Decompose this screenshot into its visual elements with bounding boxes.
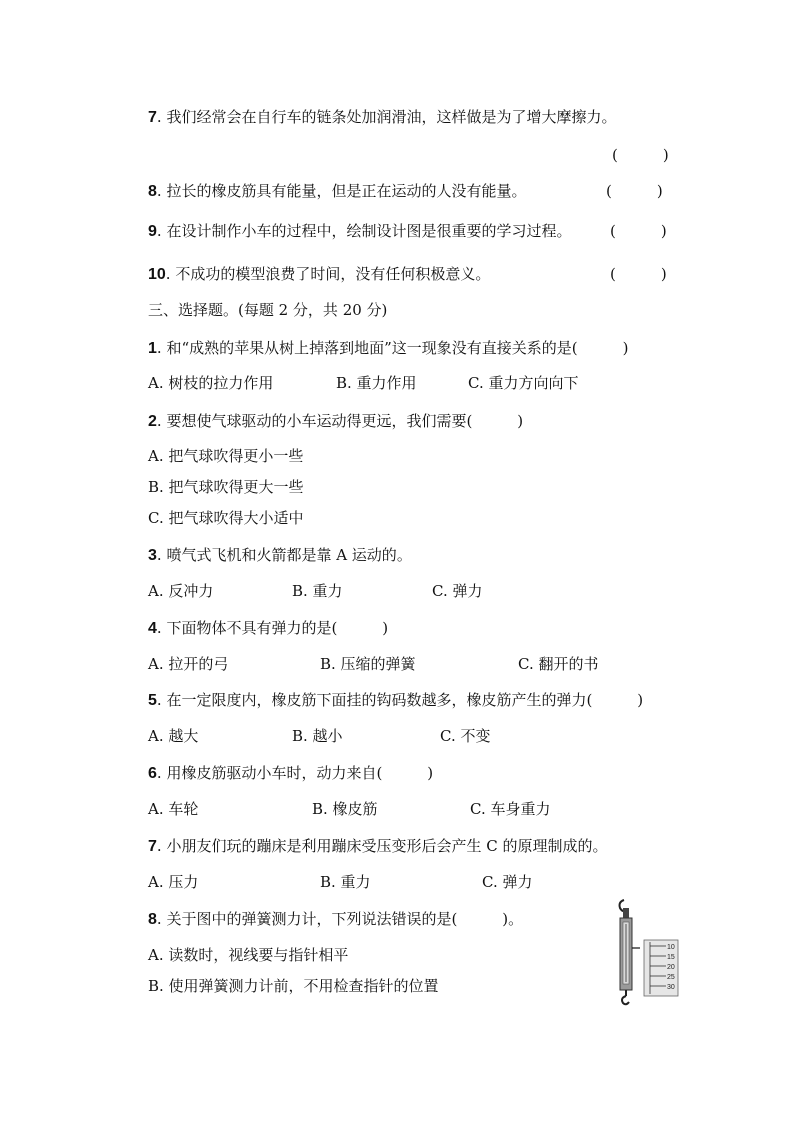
option-c[interactable]: C. 车身重力 xyxy=(470,800,551,818)
question-number: 10 xyxy=(148,266,166,283)
question-text: . 小朋友们玩的蹦床是利用蹦床受压变形后会产生 C 的原理制成的。 xyxy=(156,837,608,855)
option-a[interactable]: A. 车轮 xyxy=(148,800,199,818)
choice-question-6 xyxy=(148,763,433,784)
bottom-hook xyxy=(622,996,629,1004)
question-number: 4 xyxy=(148,620,157,637)
question-text: . 要想使气球驱动的小车运动得更远，我们需要( ) xyxy=(156,412,524,430)
answer-blank[interactable]: ( ) xyxy=(606,182,663,200)
choice-question-5 xyxy=(148,690,643,711)
question-number: 5 xyxy=(148,692,157,709)
option-c[interactable]: C. 不变 xyxy=(440,727,491,745)
question-number: 7 xyxy=(148,109,157,126)
option-a[interactable]: A. 反冲力 xyxy=(148,582,214,600)
option-b[interactable]: B. 重力 xyxy=(320,873,371,891)
answer-blank[interactable]: ( ) xyxy=(610,265,667,283)
tick-label: 20 xyxy=(667,964,675,971)
choice-question-7 xyxy=(148,836,607,857)
choice-question-8 xyxy=(148,909,523,930)
choice-question-3 xyxy=(148,545,412,566)
option-a[interactable]: A. 把气球吹得更小一些 xyxy=(148,447,304,465)
question-text: . 在一定限度内，橡皮筋下面挂的钩码数越多，橡皮筋产生的弹力( ) xyxy=(156,691,644,709)
option-c[interactable]: C. 重力方向向下 xyxy=(468,374,579,392)
question-text: . 下面物体不具有弹力的是( ) xyxy=(156,619,389,637)
option-c[interactable]: C. 弹力 xyxy=(482,873,533,891)
question-text: . 喷气式飞机和火箭都是靠 A 运动的。 xyxy=(156,546,412,564)
option-b[interactable]: B. 压缩的弹簧 xyxy=(320,655,416,673)
tick-label: 30 xyxy=(667,984,675,991)
option-b[interactable]: B. 重力 xyxy=(292,582,343,600)
option-b[interactable]: B. 越小 xyxy=(292,727,343,745)
question-text: . 拉长的橡皮筋具有能量，但是正在运动的人没有能量。 xyxy=(156,182,527,200)
question-number: 9 xyxy=(148,223,157,240)
question-number: 6 xyxy=(148,765,157,782)
judge-question-8 xyxy=(148,181,526,202)
question-text: . 和“成熟的苹果从树上掉落到地面”这一现象没有直接关系的是( ) xyxy=(156,339,629,357)
option-c[interactable]: C. 把气球吹得大小适中 xyxy=(148,509,304,527)
option-b[interactable]: B. 橡皮筋 xyxy=(312,800,378,818)
option-a[interactable]: A. 树枝的拉力作用 xyxy=(148,374,274,392)
option-a[interactable]: A. 拉开的弓 xyxy=(148,655,229,673)
question-text: . 不成功的模型浪费了时间，没有任何积极意义。 xyxy=(165,265,491,283)
option-a[interactable]: A. 读数时，视线要与指针相平 xyxy=(148,946,349,964)
question-text: . 在设计制作小车的过程中，绘制设计图是很重要的学习过程。 xyxy=(156,222,572,240)
question-number: 1 xyxy=(148,340,157,357)
question-number: 8 xyxy=(148,183,157,200)
option-a[interactable]: A. 越大 xyxy=(148,727,199,745)
question-number: 3 xyxy=(148,547,157,564)
tick-label: 10 xyxy=(667,944,675,951)
option-b[interactable]: B. 使用弹簧测力计前，不用检查指针的位置 xyxy=(148,977,439,995)
option-c[interactable]: C. 翻开的书 xyxy=(518,655,599,673)
question-text: . 用橡皮筋驱动小车时，动力来自( ) xyxy=(156,764,434,782)
answer-blank[interactable]: ( ) xyxy=(612,146,669,164)
judge-question-10 xyxy=(148,264,490,285)
option-b[interactable]: B. 重力作用 xyxy=(336,374,417,392)
tick-label: 15 xyxy=(667,954,675,961)
spring-scale-figure xyxy=(606,896,682,1006)
judge-question-7 xyxy=(148,107,616,128)
top-ring xyxy=(623,908,629,918)
choice-question-1 xyxy=(148,338,629,359)
option-b[interactable]: B. 把气球吹得更大一些 xyxy=(148,478,304,496)
judge-question-9 xyxy=(148,221,571,242)
choice-question-4 xyxy=(148,618,388,639)
question-text: . 我们经常会在自行车的链条处加润滑油，这样做是为了增大摩擦力。 xyxy=(156,108,617,126)
option-a[interactable]: A. 压力 xyxy=(148,873,199,891)
question-number: 7 xyxy=(148,838,157,855)
question-text: . 关于图中的弹簧测力计，下列说法错误的是( )。 xyxy=(156,910,524,928)
option-c[interactable]: C. 弹力 xyxy=(432,582,483,600)
question-number: 8 xyxy=(148,911,157,928)
question-number: 2 xyxy=(148,413,157,430)
tick-label: 25 xyxy=(667,974,675,981)
answer-blank[interactable]: ( ) xyxy=(610,222,667,240)
section-title: 三、选择题。(每题 2 分，共 20 分) xyxy=(148,301,388,319)
choice-question-2 xyxy=(148,411,523,432)
